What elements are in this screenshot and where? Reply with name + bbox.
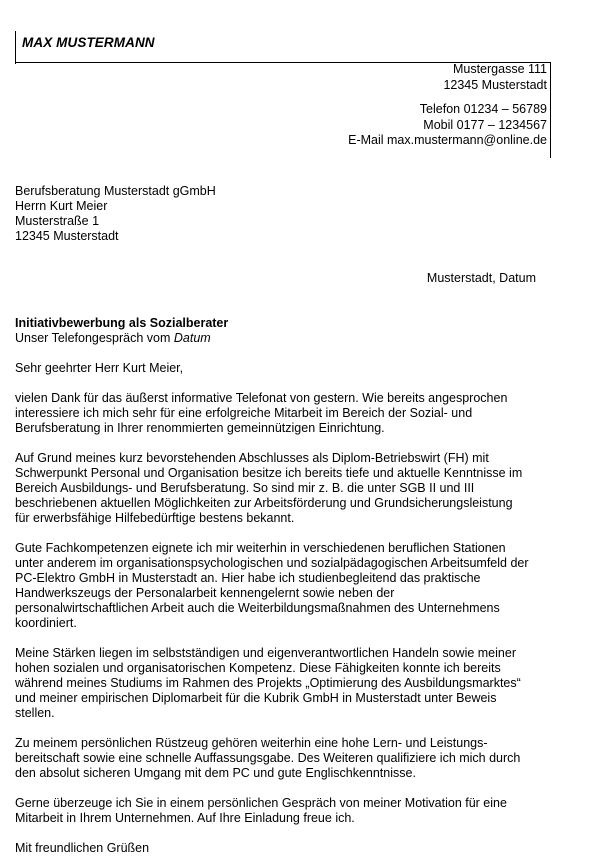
recipient-line: 12345 Musterstadt	[15, 229, 119, 243]
subject-line: Initiativbewerbung als Sozialberater	[15, 316, 229, 330]
subject-reference-date: Datum	[173, 331, 211, 345]
subject-reference	[15, 331, 545, 346]
sender-city: 12345 Musterstadt	[443, 77, 547, 92]
paragraph-line: für erwerbsfähige Hilfebedürftige bestens bekannt.	[15, 511, 295, 525]
paragraph-5	[15, 736, 545, 781]
paragraph-line: Handwerkszeugs der Personalarbeit kennengelernt sowie neben der	[15, 586, 395, 600]
sender-name: MAX MUSTERMANN	[22, 35, 155, 50]
paragraph-4	[15, 646, 545, 721]
paragraph-line: Berufsberatung in Ihrer renommierten gemeinnützigen Einrichtung.	[15, 421, 385, 435]
paragraph-1	[15, 391, 545, 436]
header-rule-right	[550, 62, 551, 158]
paragraph-line: während meines Studiums im Rahmen des Projekts „Optimierung des Ausbildungsmarktes“	[15, 676, 521, 690]
closing: Mit freundlichen Grüßen	[15, 841, 150, 855]
paragraph-line: stellen.	[15, 706, 55, 720]
subject-reference-prefix: Unser Telefongespräch vom	[15, 331, 174, 345]
paragraph-3	[15, 541, 545, 631]
paragraph-line: Auf Grund meines kurz bevorstehenden Abschlusses als Diplom-Betriebswirt (FH) mit	[15, 451, 489, 465]
header-rule-left	[15, 31, 16, 64]
recipient-address-block	[15, 184, 216, 244]
sender-mobile: Mobil 0177 – 1234567	[423, 117, 547, 132]
paragraph-line: Schwerpunkt Personal und Organisation besitze ich bereits tiefe und aktuelle Kenntnisse im	[15, 466, 523, 480]
recipient-line: Berufsberatung Musterstadt gGmbH	[15, 184, 216, 198]
paragraph-line: personalwirtschaftlichen Arbeit auch die Weiterbildungsmaßnahmen des Unternehmens	[15, 601, 500, 615]
paragraph-line: vielen Dank für das äußerst informative Telefonat von gestern. Wie bereits angesprochen	[15, 391, 508, 405]
paragraph-2	[15, 451, 545, 526]
paragraph-line: Gute Fachkompetenzen eignete ich mir weiterhin in verschiedenen beruflichen Stationen	[15, 541, 506, 555]
paragraph-line: koordiniert.	[15, 616, 77, 630]
paragraph-line: hohen sozialen und organisatorischen Kompetenz. Diese Fähigkeiten konnte ich bereits	[15, 661, 501, 675]
paragraph-line: beschriebenen aktuellen Möglichkeiten zur Arbeitsförderung und Grundsicherungsleistung	[15, 496, 513, 510]
paragraph-line: interessiere ich mich sehr für eine erfolgreiche Mitarbeit im Bereich der Sozial- und	[15, 406, 473, 420]
paragraph-line: Meine Stärken liegen im selbstständigen und eigenverantwortlichen Handeln sowie meiner	[15, 646, 516, 660]
sender-email: E-Mail max.mustermann@online.de	[348, 133, 547, 147]
sender-address-block	[348, 62, 547, 149]
paragraph-line: bereitschaft sowie eine schnelle Auffassungsgabe. Des Weiteren qualifiziere ich mich durch	[15, 751, 521, 765]
paragraph-line: Bereich Ausbildungs- und Berufsberatung. So sind mir z. B. die unter SGB II und III	[15, 481, 475, 495]
recipient-line: Herrn Kurt Meier	[15, 199, 108, 213]
paragraph-line: Zu meinem persönlichen Rüstzeug gehören weiterhin eine hohe Lern- und Leistungs-	[15, 736, 488, 750]
recipient-line: Musterstraße 1	[15, 214, 100, 228]
letter-body	[15, 316, 545, 856]
paragraph-line: unter anderem im organisationspsychologischen und sozialpädagogischen Arbeitsumfeld der	[15, 556, 529, 570]
sender-street: Mustergasse 111	[452, 62, 547, 76]
paragraph-line: Gerne überzeuge ich Sie in einem persönlichen Gespräch von meiner Motivation für eine	[15, 796, 507, 810]
place-date: Musterstadt, Datum	[426, 271, 536, 285]
sender-spacer	[348, 93, 547, 102]
paragraph-line: und meiner empirischen Diplomarbeit für die Kubrik GmbH in Musterstadt unter Beweis	[15, 691, 497, 705]
paragraph-line: den absolut sicheren Umgang mit dem PC und gute Englischkenntnisse.	[15, 766, 416, 780]
spacer	[15, 346, 545, 361]
paragraph-line: PC-Elektro GmbH in Musterstadt an. Hier habe ich studienbegleitend das praktische	[15, 571, 481, 585]
paragraph-line: Mitarbeit in Ihrem Unternehmen. Auf Ihre Einladung freue ich.	[15, 811, 355, 825]
sender-phone: Telefon 01234 – 56789	[419, 102, 547, 116]
salutation: Sehr geehrter Herr Kurt Meier,	[15, 361, 184, 375]
paragraph-6	[15, 796, 545, 826]
